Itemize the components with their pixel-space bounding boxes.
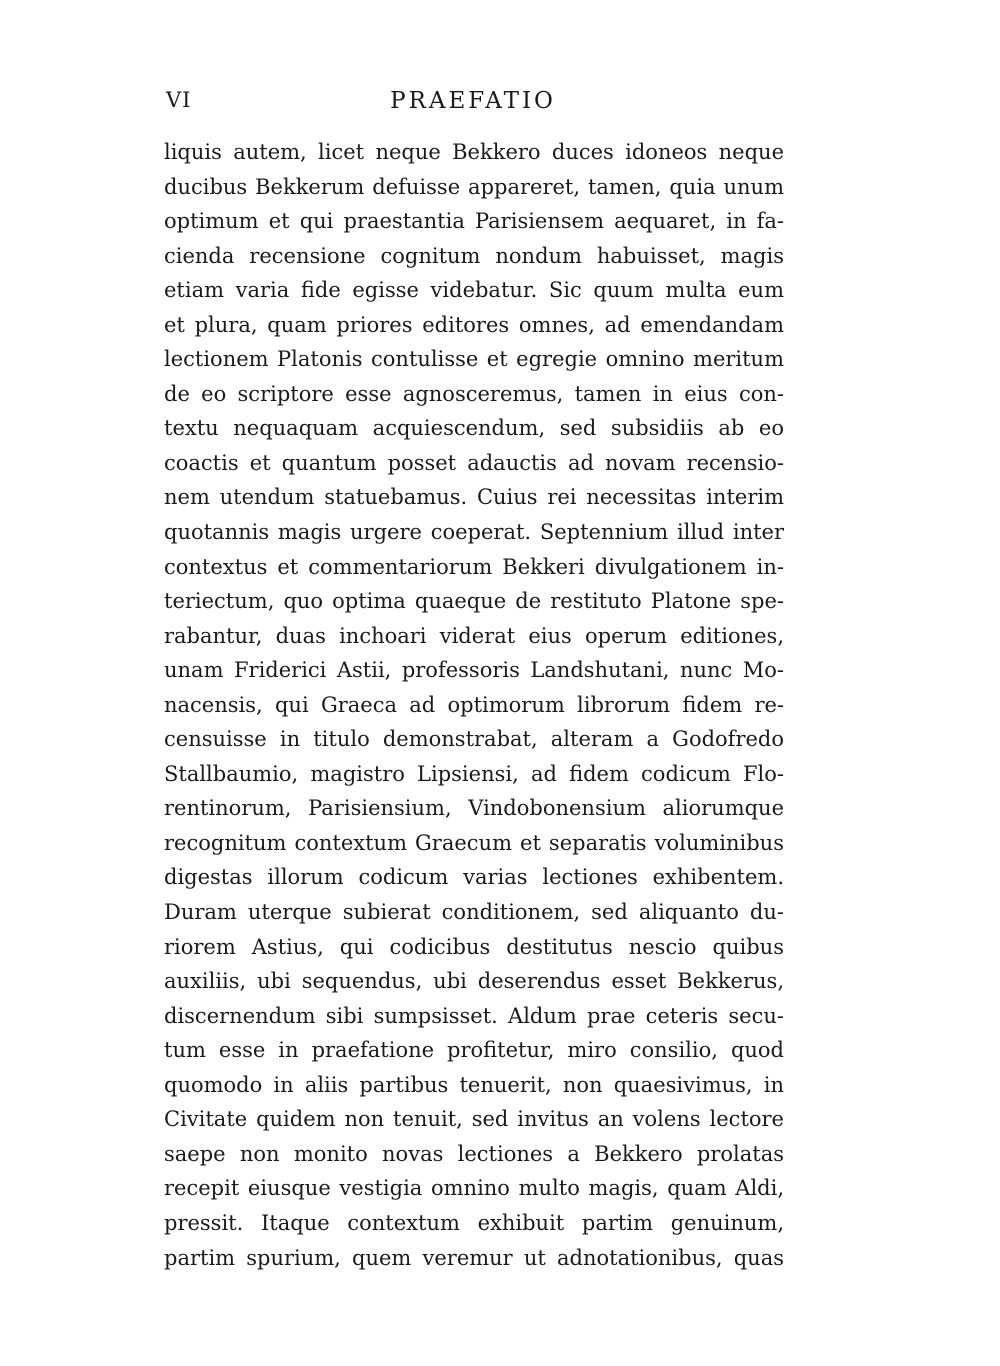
text-line: cienda recensione cognitum nondum habuisset, magis bbox=[164, 243, 784, 268]
text-line: optimum et qui praestantia Parisiensem aequaret, in fa- bbox=[164, 209, 784, 234]
text-line: Stallbaumio, magistro Lipsiensi, ad fidem codicum Flo- bbox=[164, 761, 784, 786]
text-line: digestas illorum codicum varias lectiones exhibentem. bbox=[164, 865, 784, 890]
text-line: tum esse in praefatione profitetur, miro consilio, quod bbox=[164, 1038, 784, 1063]
running-title: PRAEFATIO bbox=[390, 88, 556, 114]
text-line: partim spurium, quem veremur ut adnotationibus, quas bbox=[164, 1245, 784, 1270]
text-line: textu nequaquam acquiescendum, sed subsidiis ab eo bbox=[164, 416, 784, 441]
text-line: nem utendum statuebamus. Cuius rei necessitas interim bbox=[164, 485, 784, 510]
text-line: nacensis, qui Graeca ad optimorum librorum fidem re- bbox=[164, 692, 784, 717]
text-line: auxiliis, ubi sequendus, ubi deserendus esset Bekkerus, bbox=[164, 969, 784, 994]
text-line: recognitum contextum Graecum et separatis voluminibus bbox=[164, 830, 784, 855]
text-line: unam Friderici Astii, professoris Landshutani, nunc Mo- bbox=[164, 658, 784, 683]
text-line: riorem Astius, qui codicibus destitutus nescio quibus bbox=[164, 934, 784, 959]
text-line: quomodo in aliis partibus tenuerit, non quaesivimus, in bbox=[164, 1072, 784, 1097]
text-line: contextus et commentariorum Bekkeri divulgationem in- bbox=[164, 554, 784, 579]
text-line: recepit eiusque vestigia omnino multo magis, quam Aldi, bbox=[164, 1176, 784, 1201]
text-line: de eo scriptore esse agnosceremus, tamen in eius con- bbox=[164, 381, 784, 406]
text-line: etiam varia fide egisse videbatur. Sic quum multa eum bbox=[164, 278, 784, 303]
text-line: pressit. Itaque contextum exhibuit partim genuinum, bbox=[164, 1210, 784, 1235]
text-line: et plura, quam priores editores omnes, ad emendandam bbox=[164, 312, 784, 337]
text-line: ducibus Bekkerum defuisse appareret, tamen, quia unum bbox=[164, 174, 784, 199]
text-line: censuisse in titulo demonstrabat, alteram a Godofredo bbox=[164, 727, 784, 752]
text-line: discernendum sibi sumpsisset. Aldum prae ceteris secu- bbox=[164, 1003, 784, 1028]
text-line: lectionem Platonis contulisse et egregie omnino meritum bbox=[164, 347, 784, 372]
text-line: Duram uterque subierat conditionem, sed aliquanto du- bbox=[164, 900, 784, 925]
body-text bbox=[164, 135, 784, 1275]
text-line: coactis et quantum posset adauctis ad novam recensio- bbox=[164, 450, 784, 475]
page-number: VI bbox=[166, 88, 192, 112]
text-line: saepe non monito novas lectiones a Bekkero prolatas bbox=[164, 1141, 784, 1166]
page-header bbox=[166, 88, 780, 118]
text-line: quotannis magis urgere coeperat. Septennium illud inter bbox=[164, 520, 784, 545]
text-line: rabantur, duas inchoari viderat eius operum editiones, bbox=[164, 623, 784, 648]
text-line: liquis autem, licet neque Bekkero duces idoneos neque bbox=[164, 140, 784, 164]
text-line: Civitate quidem non tenuit, sed invitus an volens lectore bbox=[164, 1107, 784, 1132]
text-line: teriectum, quo optima quaeque de restituto Platone spe- bbox=[164, 589, 784, 614]
text-line: rentinorum, Parisiensium, Vindobonensium aliorumque bbox=[164, 796, 784, 821]
